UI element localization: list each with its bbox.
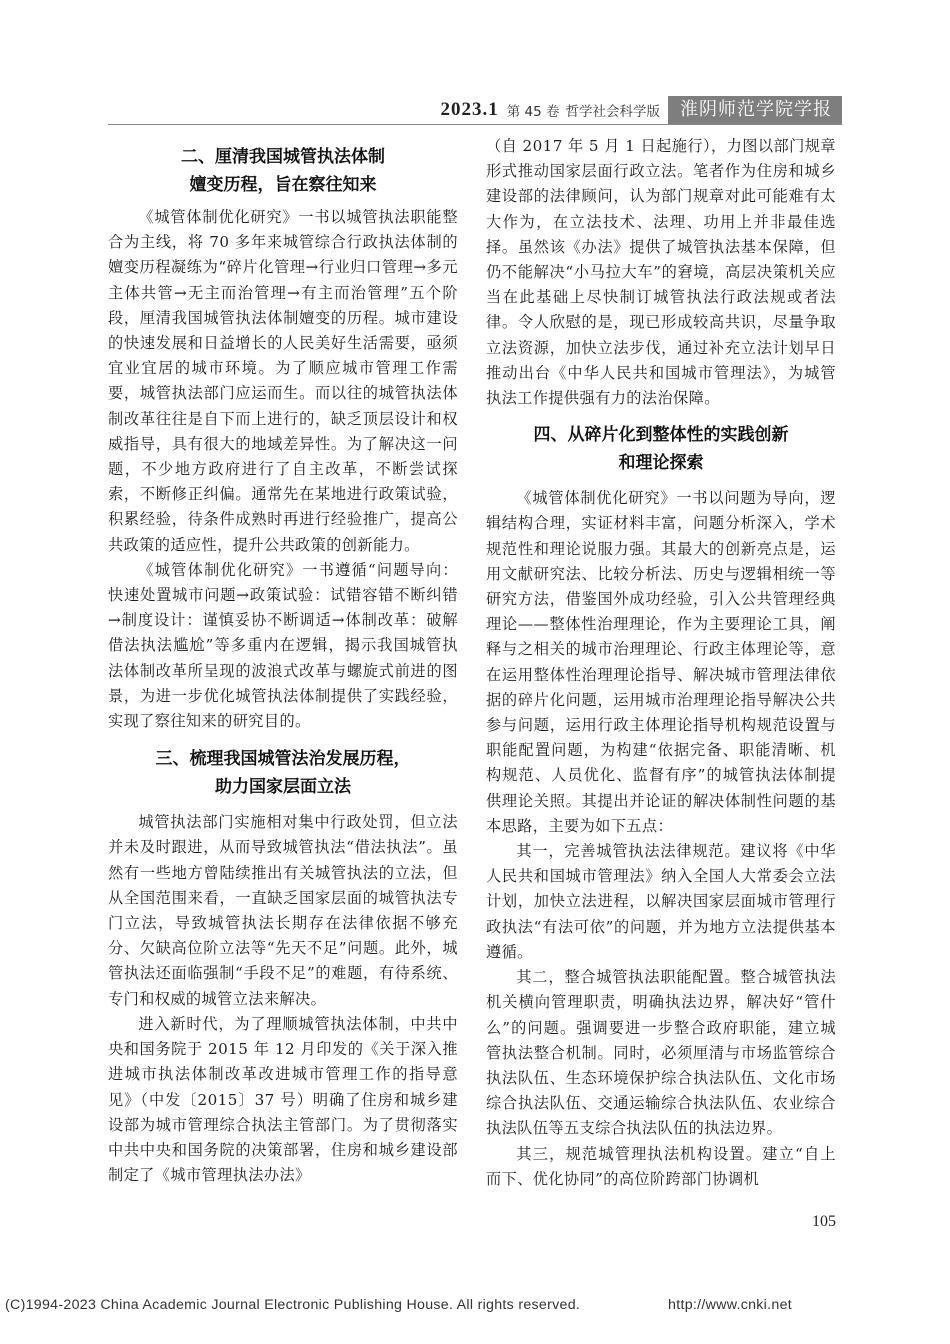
page-number: 105 <box>812 1213 836 1230</box>
section-2-paragraph-2: 《城管体制优化研究》一书遵循“问题导向：快速处置城市问题→政策试验：试错容错不断纠错→制度设计：谨慎妥协不断调适→体制改革：破解借法执法尴尬”等多重内在逻辑，揭示我国城管执法体制改革所呈现的波浪式改革与螺旋式前进的图景，为进一步优化城管执法体制提供了实践经验，实现了察往知来的研究目的。 <box>108 560 458 731</box>
right-column <box>486 137 836 1192</box>
section-3-title: 三、梳理我国城管法治发展历程， 助力国家层面立法 <box>155 749 411 798</box>
cnki-url: http://www.cnki.net <box>668 1297 792 1313</box>
section-4-paragraph-4: 其三，规范城管理执法机构设置。建立“自上而下、优化协同”的高位阶跨部门协调机 <box>486 1144 836 1188</box>
section-4-title: 四、从碎片化到整体性的实践创新 和理论探索 <box>533 425 789 474</box>
section-2-title: 二、厘清我国城管执法体制 嬗变历程，旨在察往知来 <box>181 147 385 195</box>
running-header <box>440 96 842 124</box>
section-4-paragraph-3: 其二，整合城管执法职能配置。整合城管执法机关横向管理职责，明确执法边界，解决好“管什么”的问题。强调要进一步整合政府职能，建立城管执法整合机制。同时，必须厘清与市场监管综合执法队伍、生态环境保护综合执法队伍、文化市场综合执法队伍、交通运输综合执法队伍、农业综合执法队伍等五支综合执法队伍的执法边界。 <box>486 968 836 1138</box>
left-column <box>108 143 458 1188</box>
header-rule <box>108 124 842 125</box>
section-4-paragraph-2: 其一，完善城管执法法律规范。建议将《中华人民共和国城市管理法》纳入全国人大常委会立法计划，加快立法进程，以解决国家层面城市管理行政执法“有法可依”的问题，并为地方立法提供基本遵循。 <box>486 842 836 961</box>
section-2-paragraph-1: 《城管体制优化研究》一书以城管执法职能整合为主线，将 70 多年来城管综合行政执法体制的嬗变历程凝练为“碎片化管理→行业归口管理→多元主体共管→无主而治管理→有主而治管理”五个阶段，厘清我国城管执法体制嬗变的历程。城市建设的快速发展和日益增长的人民美好生活需要，亟须宜业宜居的城市环境。为了顺应城市管理工作需要，城管执法部门应运而生。而以往的城管执法体制改革往往是自下而上进行的，缺乏顶层设计和权威指导，具有很大的地域差异性。为了解决这一问题，不少地方政府进行了自主改革，不断尝试探索，不断修正纠偏。通常先在某地进行政策试验，积累经验，待条件成熟时再进行经验推广，提高公共政策的适应性，提升公共政策的创新能力。 <box>108 208 458 554</box>
volume-label: 第 45 卷 <box>506 104 560 120</box>
continued-paragraph: （自 2017 年 5 月 1 日起施行），力图以部门规章形式推动国家层面行政立法。笔者作为住房和城乡建设部的法律顾问，认为部门规章对此可能难有太大作为，在立法技术、法理、功用上并非最佳选择。虽然该《办法》提供了城管执法基本保障，但仍不能解决“小马拉大车”的窘境，高层决策机关应当在此基础上尽快制订城管执法行政法规或者法律。令人欣慰的是，现已形成较高共识，尽量争取立法资源，加快立法步伐，通过补充立法计划早日推动出台《中华人民共和国城市管理法》，为城管执法工作提供强有力的法治保障。 <box>486 137 836 408</box>
issue-number: 2023.1 <box>440 99 499 120</box>
journal-name-badge: 淮阴师范学院学报 <box>668 96 842 124</box>
series-label: 哲学社会科学版 <box>565 104 660 120</box>
section-4-paragraph-1: 《城管体制优化研究》一书以问题为导向，逻辑结构合理，实证材料丰富，问题分析深入，学术规范性和理论说服力强。其最大的创新亮点是，运用文献研究法、比较分析法、历史与逻辑相统一等研究方法，借鉴国外成功经验，引入公共管理经典理论——整体性治理理论，作为主要理论工具，阐释与之相关的城市治理理论、行政主体理论等，意在运用整体性治理理论指导、解决城市管理法律依据的碎片化问题，运用城市治理理论指导解决公共参与问题，运用行政主体理论指导机构规范设置与职能配置问题，为构建“依据完备、职能清晰、机构规范、人员优化、监督有序”的城管执法体制提供理论关照。其提出并论证的解决体制性问题的基本思路，主要为如下五点： <box>486 489 836 835</box>
section-3-paragraph-1: 城管执法部门实施相对集中行政处罚，但立法并未及时跟进，从而导致城管执法“借法执法”。虽然有一些地方曾陆续推出有关城管执法的立法，但从全国范围来看，一直缺乏国家层面的城管执法专门立法，导致城管执法长期存在法律依据不够充分、欠缺高位阶立法等“先天不足”问题。此外，城管执法还面临强制“手段不足”的难题，有待系统、专门和权威的城管立法来解决。 <box>108 813 458 1008</box>
section-3-paragraph-2: 进入新时代，为了理顺城管执法体制，中共中央和国务院于 2015 年 12 月印发的《关于深入推进城市执法体制改革改进城市管理工作的指导意见》（中发〔2015〕37 号）明确了住房和城乡建设部为城市管理综合执法主管部门。为了贯彻落实中共中央和国务院的决策部署，住房和城乡建设部制定了《城市管理执法办法》 <box>108 1014 458 1185</box>
copyright-notice: (C)1994-2023 China Academic Journal Electronic Publishing House. All rights reserved. <box>5 1297 581 1313</box>
